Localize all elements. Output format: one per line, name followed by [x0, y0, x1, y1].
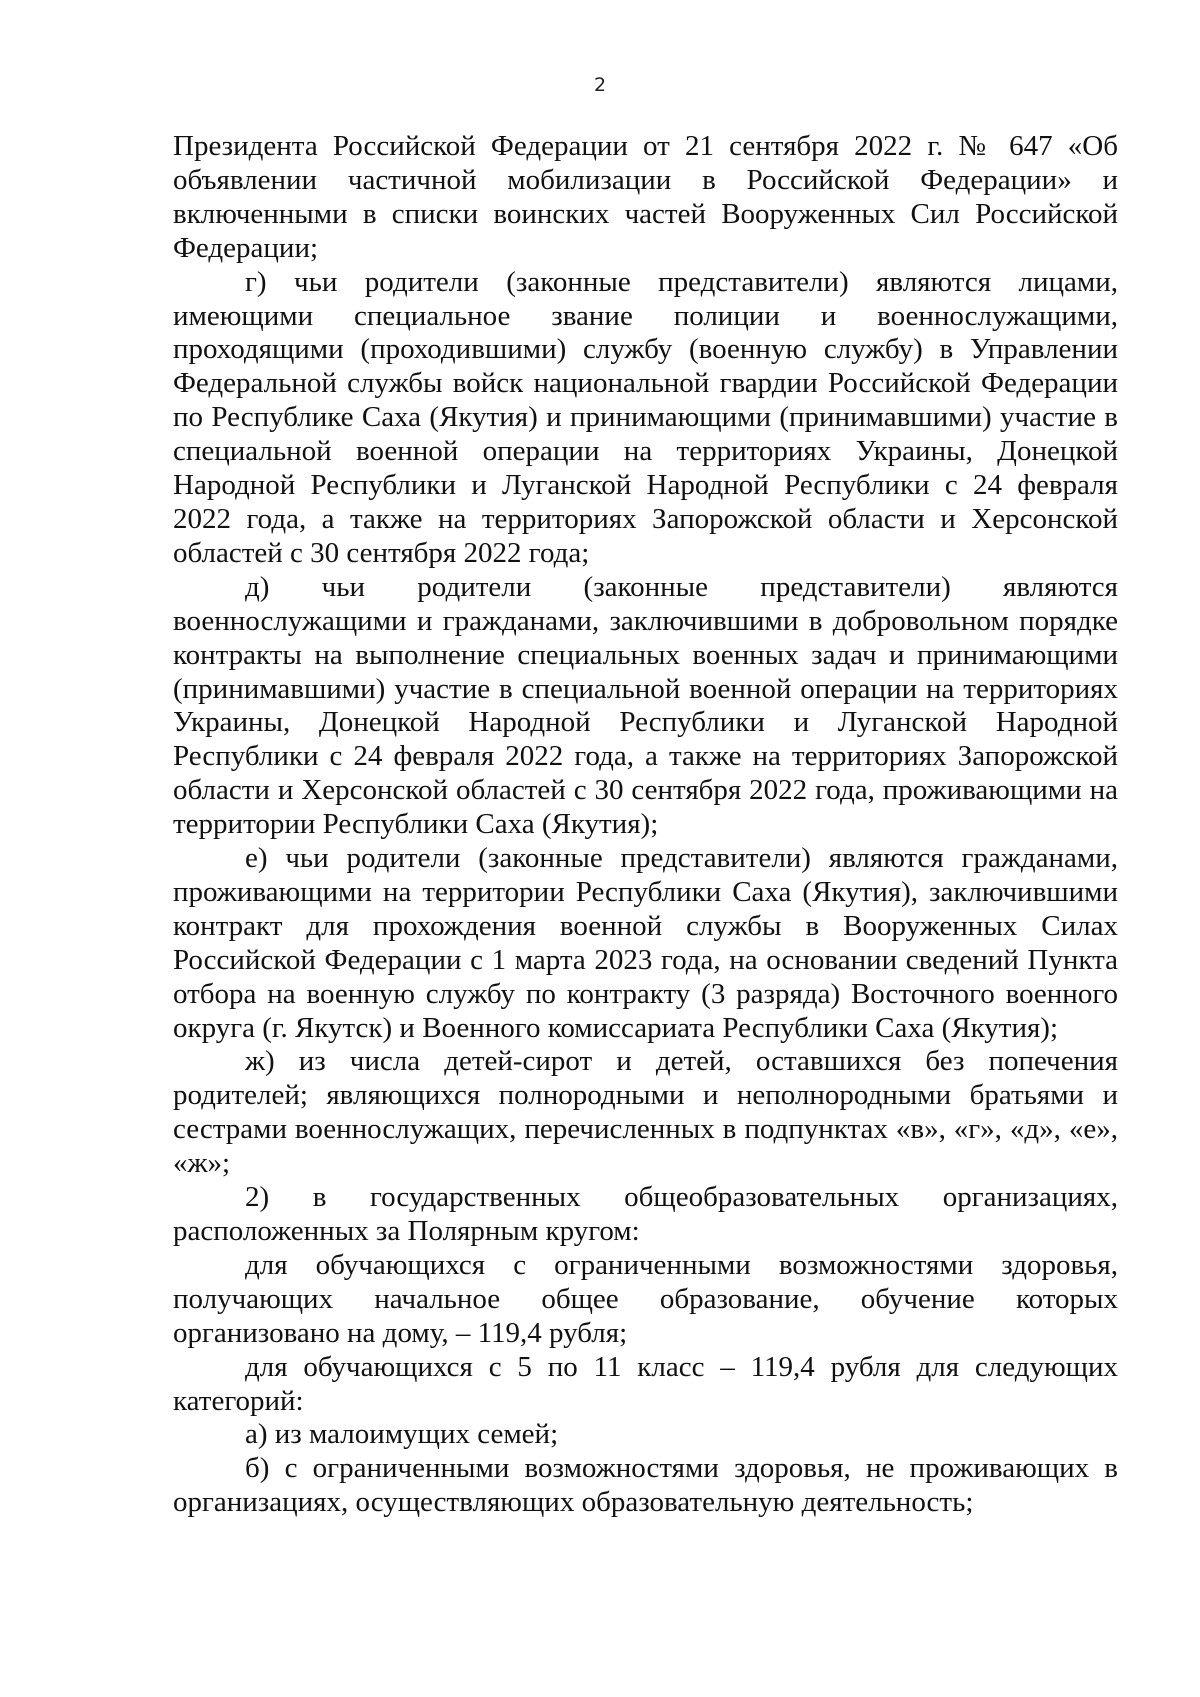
- document-body: [173, 130, 1118, 1520]
- paragraph-item-zh: ж) из числа детей-сирот и детей, оставшихся без попечения родителей; являющихся полнородными и неполнородными братьями и сестрами военнослужащих, перечисленных в подпунктах «в», «г», «д», «е», «ж»;: [173, 1045, 1118, 1180]
- paragraph-item-g: г) чьи родители (законные представители) являются лицами, имеющими специальное звание полиции и военнослужащими, проходящими (проходившими) службу (военную службу) в Управлении Федеральной службы войск национальной гвардии Российской Федерации по Республике Саха (Якутия) и принимающими (принимавшими) участие в специальной военной операции на территориях Украины, Донецкой Народной Республики и Луганской Народной Республики с 24 февраля 2022 года, а также на территориях Запорожской области и Херсонской областей с 30 сентября 2022 года;: [173, 265, 1118, 569]
- paragraph-item-d: д) чьи родители (законные представители) являются военнослужащими и гражданами, заключившими в добровольном порядке контракты на выполнение специальных военных задач и принимающими (принимавшими) участие в специальной военной операции на территориях Украины, Донецкой Народной Республики и Луганской Народной Республики с 24 февраля 2022 года, а также на территориях Запорожской области и Херсонской областей с 30 сентября 2022 года, проживающими на территории Республики Саха (Якутия);: [173, 570, 1118, 841]
- paragraph-continuation: Президента Российской Федерации от 21 сентября 2022 г. № 647 «Об объявлении частичной мобилизации в Российской Федерации» и включенными в списки воинских частей Вооруженных Сил Российской Федерации;: [173, 130, 1118, 264]
- paragraph-item-e: е) чьи родители (законные представители) являются гражданами, проживающими на территории Республики Саха (Якутия), заключившими контракт для прохождения военной службы в Вооруженных Силах Российской Федерации с 1 марта 2023 года, на основании сведений Пункта отбора на военную службу по контракту (3 разряда) Восточного военного округа (г. Якутск) и Военного комиссариата Республики Саха (Якутия);: [173, 842, 1118, 1044]
- paragraph-home-schooling: для обучающихся с ограниченными возможностями здоровья, получающих начальное общее образование, обучение которых организовано на дому, – 119,4 рубля;: [173, 1248, 1118, 1349]
- paragraph-grades-5-11: для обучающихся с 5 по 11 класс – 119,4 рубля для следующих категорий:: [173, 1350, 1118, 1417]
- paragraph-point-2: 2) в государственных общеобразовательных организациях, расположенных за Полярным кругом:: [173, 1181, 1118, 1247]
- paragraph-item-a: а) из малоимущих семей;: [245, 1418, 559, 1451]
- paragraph-item-b: б) с ограниченными возможностями здоровья, не проживающих в организациях, осуществляющих образовательную деятельность;: [173, 1452, 1118, 1519]
- page-number: 2: [593, 74, 607, 96]
